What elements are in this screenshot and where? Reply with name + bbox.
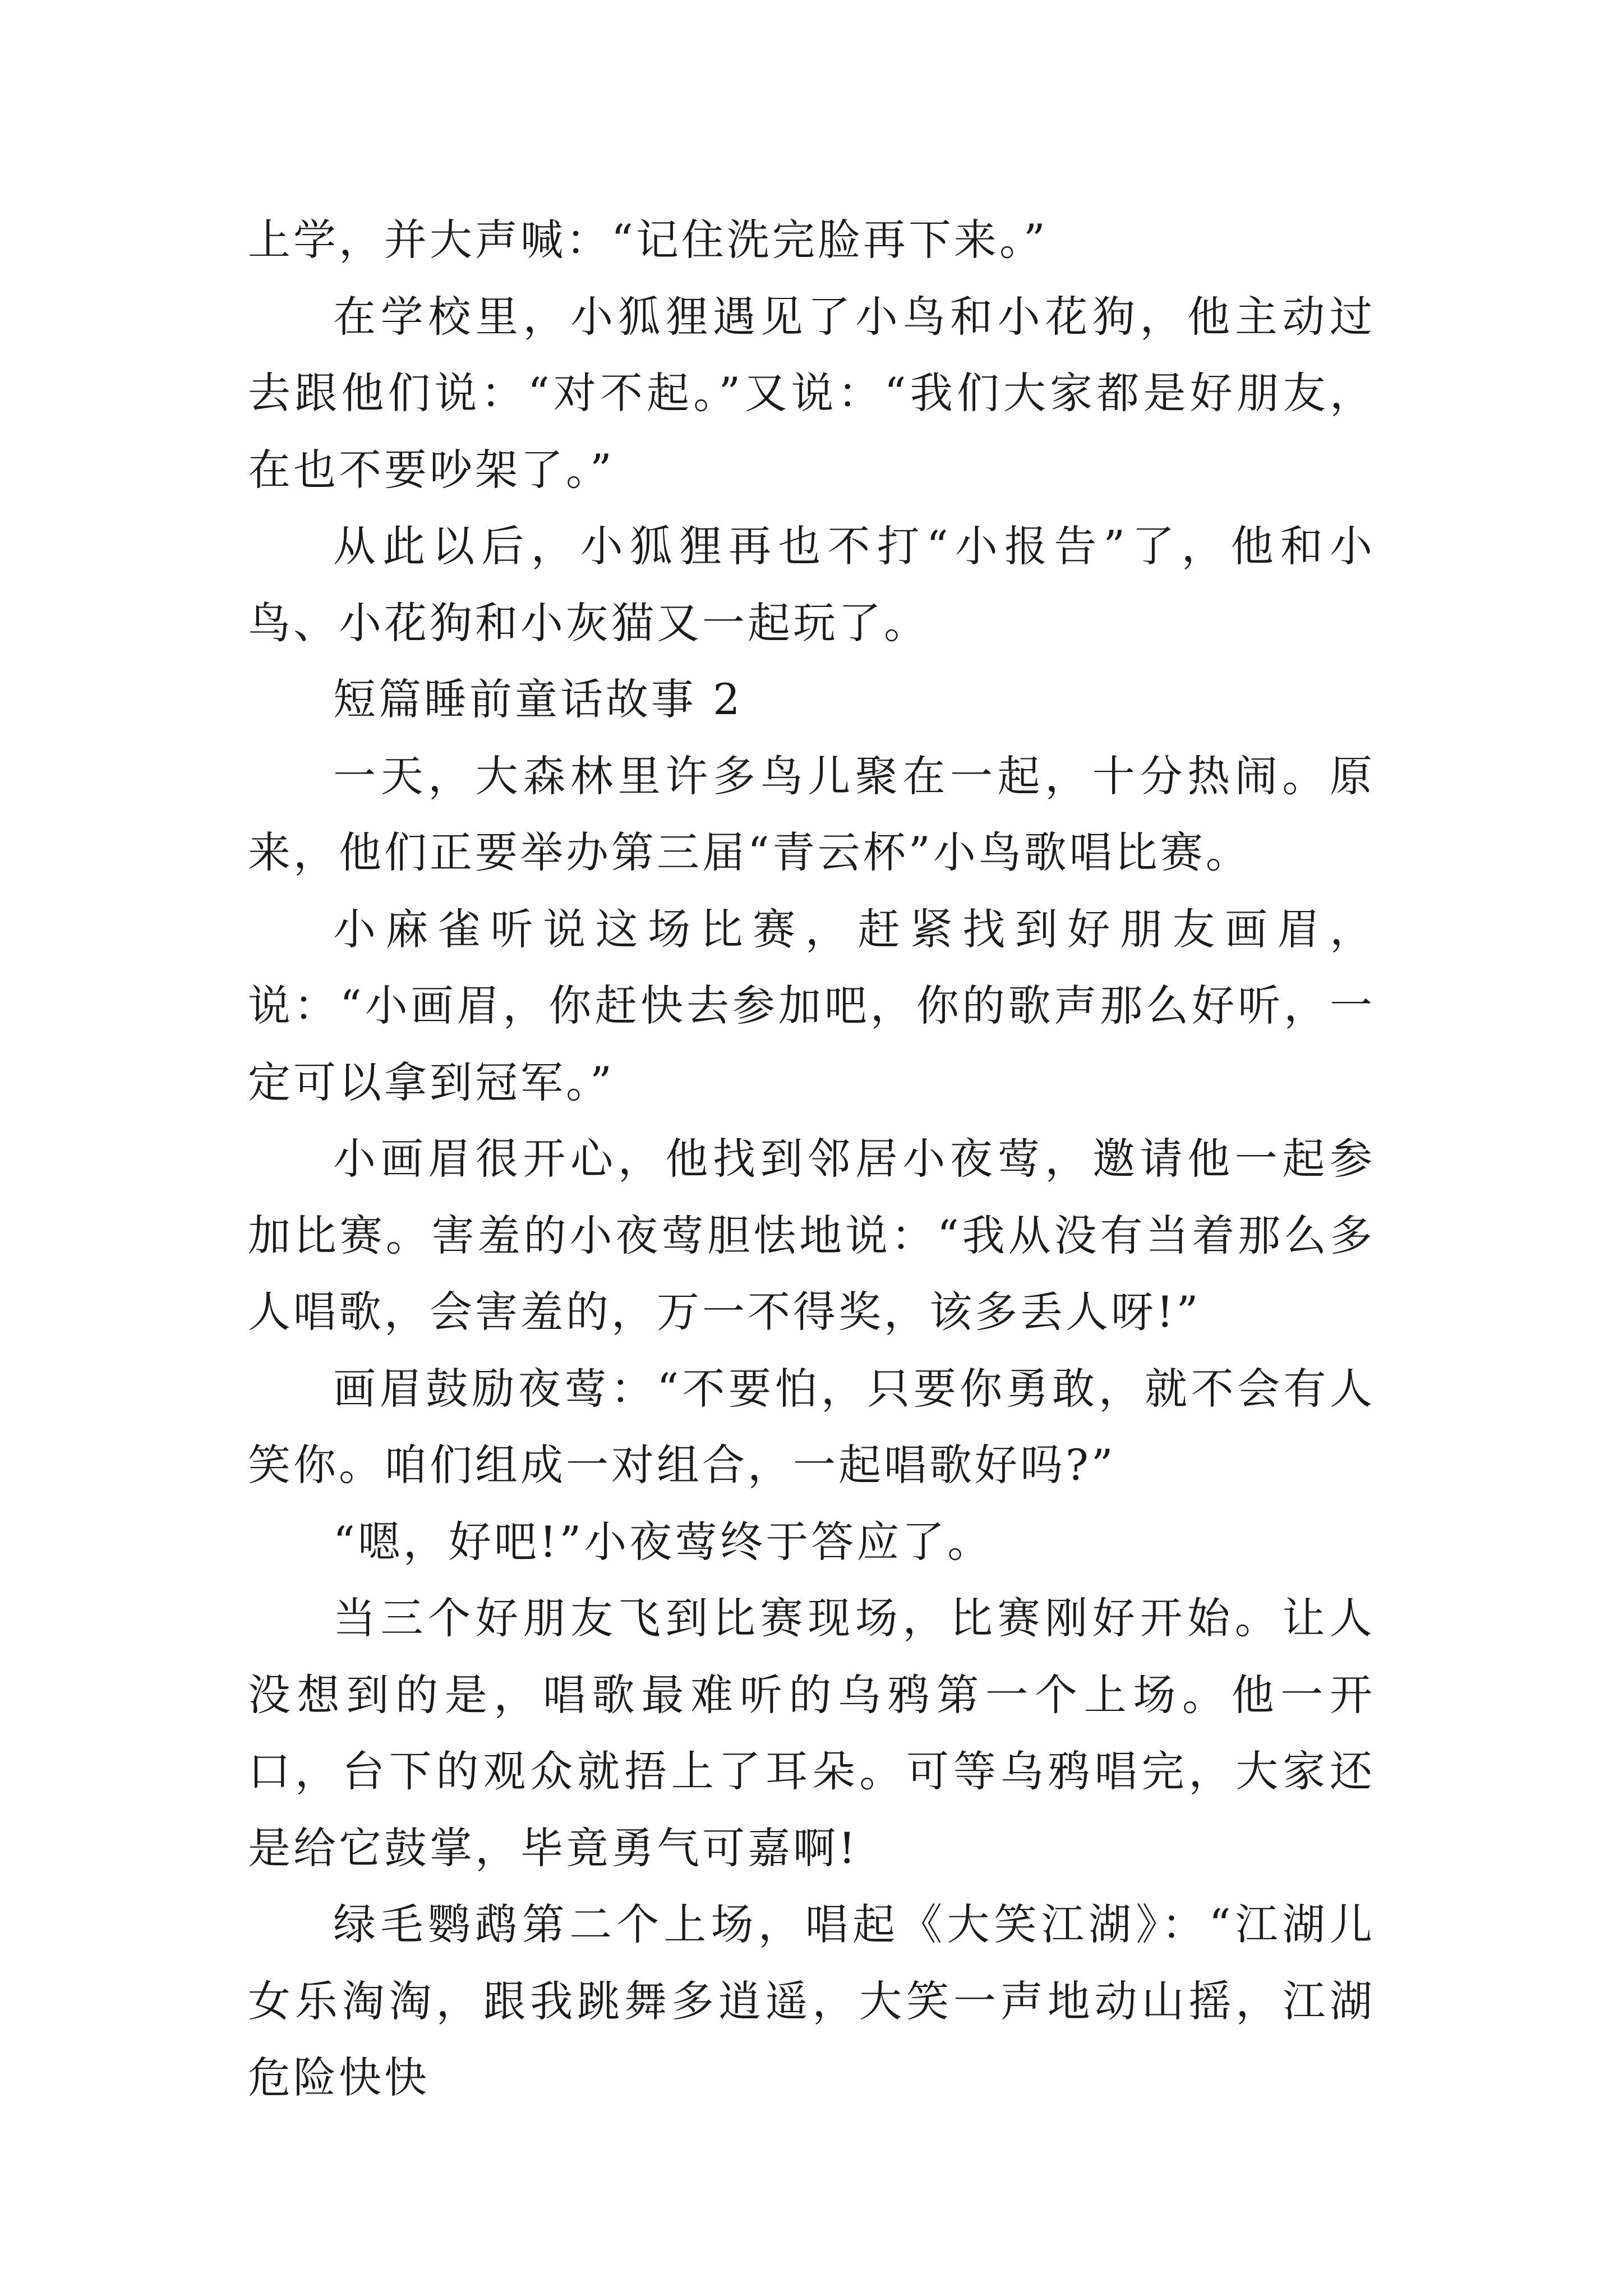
paragraph: 画眉鼓励夜莺：“不要怕，只要你勇敢，就不会有人笑你。咱们组成一对组合，一起唱歌好吗?” [248,1363,1375,1490]
paragraph: 绿毛鹦鹉第二个上场，唱起《大笑江湖》：“江湖儿女乐淘淘，跟我跳舞多逍遥，大笑一声地动山摇，江湖危险快快 [248,1899,1375,2102]
paragraph-continuation: 上学，并大声喊：“记住洗完脸再下来。” [248,215,1048,265]
paragraph: 一天，大森林里许多鸟儿聚在一起，十分热闹。原来，他们正要举办第三届“青云杯”小鸟歌唱比赛。 [248,751,1375,877]
paragraph: “嗯，好吧!”小夜莺终于答应了。 [333,1516,993,1567]
paragraph: 当三个好朋友飞到比赛现场，比赛刚好开始。让人没想到的是，唱歌最难听的乌鸦第一个上场。他一开口，台下的观众就捂上了耳朵。可等乌鸦唱完，大家还是给它鼓掌，毕竟勇气可嘉啊! [248,1593,1375,1873]
paragraph: 小麻雀听说这场比赛，赶紧找到好朋友画眉，说：“小画眉，你赶快去参加吧，你的歌声那么好听，一定可以拿到冠军。” [248,904,1375,1107]
paragraph: 从此以后，小狐狸再也不打“小报告”了，他和小鸟、小花狗和小灰猫又一起玩了。 [248,521,1375,648]
paragraph: 在学校里，小狐狸遇见了小鸟和小花狗，他主动过去跟他们说：“对不起。”又说：“我们大家都是好朋友，在也不要吵架了。” [248,291,1375,495]
story-heading: 短篇睡前童话故事 2 [333,674,743,724]
document-body [248,202,1375,2116]
paragraph: 小画眉很开心，他找到邻居小夜莺，邀请他一起参加比赛。害羞的小夜莺胆怯地说：“我从没有当着那么多人唱歌，会害羞的，万一不得奖，该多丢人呀!” [248,1134,1375,1337]
